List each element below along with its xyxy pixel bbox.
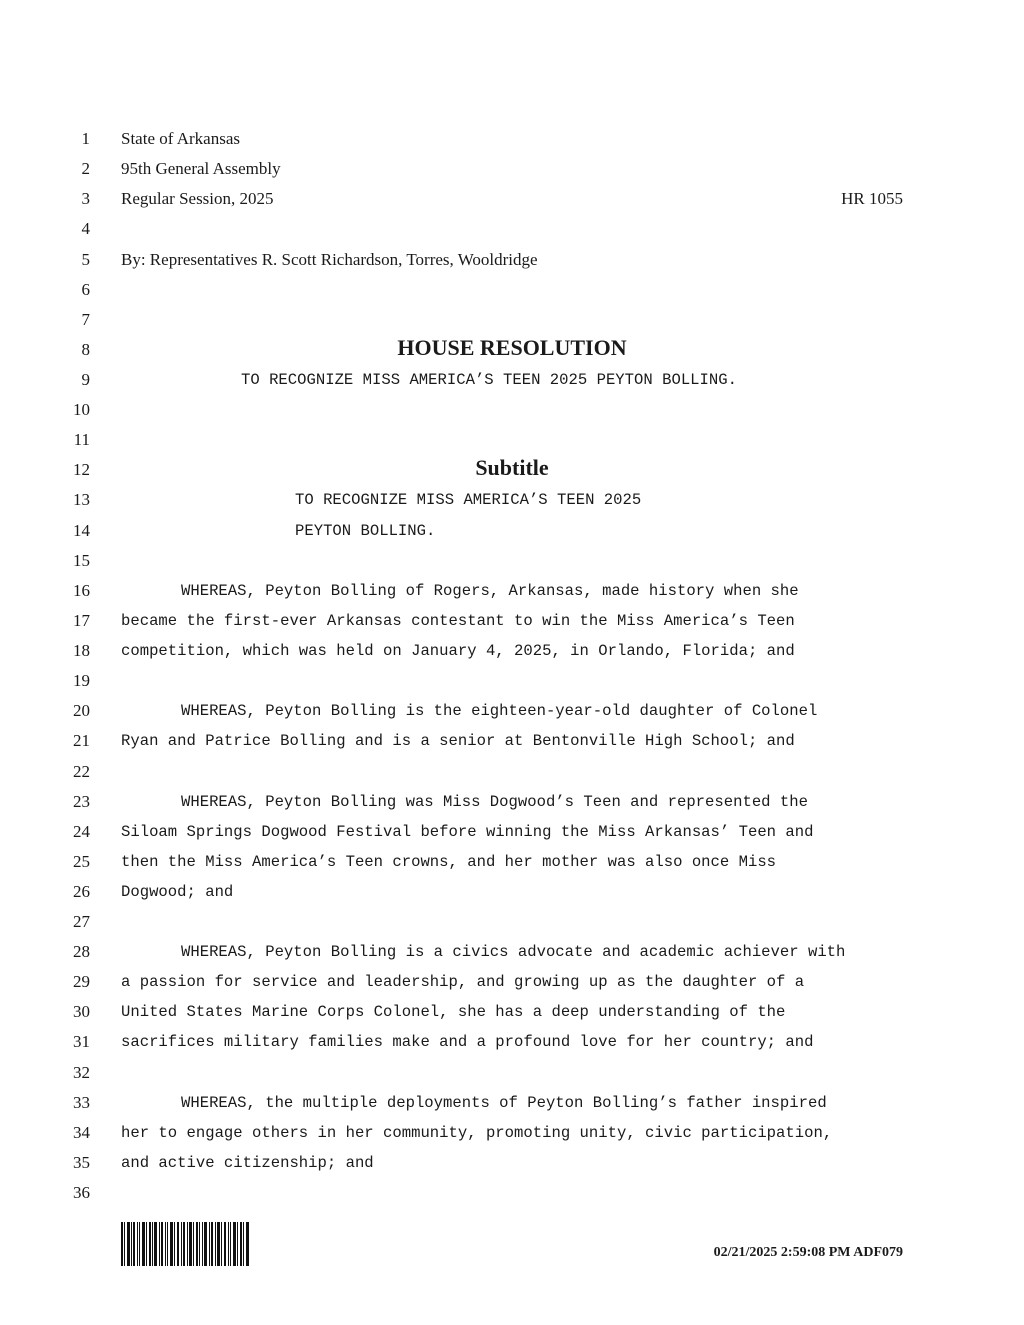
line-number: 33	[73, 1093, 90, 1112]
line-number: 32	[73, 1063, 90, 1082]
line-number: 9	[81, 370, 90, 389]
body-line: competition, which was held on January 4, 2025, in Orlando, Florida; and	[121, 642, 795, 660]
subtitle-line-1: TO RECOGNIZE MISS AMERICA’S TEEN 2025	[295, 491, 642, 509]
sponsors: By: Representatives R. Scott Richardson, Torres, Wooldridge	[121, 250, 538, 269]
line-number: 5	[81, 250, 90, 269]
line-number: 18	[73, 641, 90, 660]
line-number: 25	[73, 852, 90, 871]
line-number: 15	[73, 551, 90, 570]
line-number: 27	[73, 912, 90, 931]
line-number: 14	[73, 521, 90, 540]
line-number: 34	[73, 1123, 90, 1142]
line-number: 17	[73, 611, 90, 630]
body-line: then the Miss America’s Teen crowns, and her mother was also once Miss	[121, 853, 777, 871]
line-number: 36	[73, 1183, 90, 1202]
body-line: Ryan and Patrice Bolling and is a senior at Bentonville High School; and	[121, 732, 795, 750]
timestamp-stamp: 02/21/2025 2:59:08 PM ADF079	[713, 1245, 903, 1260]
line-number: 28	[73, 942, 90, 961]
body-line: became the first-ever Arkansas contestant to win the Miss America’s Teen	[121, 612, 795, 630]
resolution-heading: HOUSE RESOLUTION	[397, 335, 627, 360]
body-line: her to engage others in her community, promoting unity, civic participation,	[121, 1124, 833, 1142]
line-number: 4	[81, 219, 90, 238]
subtitle-heading: Subtitle	[475, 455, 549, 480]
line-number: 22	[73, 762, 90, 781]
line-number: 12	[73, 460, 90, 479]
line-number: 2	[81, 159, 90, 178]
body-line: WHEREAS, Peyton Bolling is a civics advocate and academic achiever with	[181, 943, 846, 961]
assembly-name: 95th General Assembly	[121, 159, 281, 178]
line-number: 24	[73, 822, 90, 841]
line-number: 11	[73, 430, 90, 449]
line-number: 23	[73, 792, 90, 811]
line-number: 3	[81, 189, 90, 208]
line-number: 19	[73, 671, 90, 690]
line-number: 20	[73, 701, 90, 720]
line-number: 30	[73, 1002, 90, 1021]
line-number: 1	[81, 129, 90, 148]
line-number: 6	[81, 280, 90, 299]
bill-number: HR 1055	[841, 189, 903, 208]
session-name: Regular Session, 2025	[121, 189, 274, 208]
barcode-icon	[121, 1222, 249, 1266]
subtitle-line-2: PEYTON BOLLING.	[295, 522, 436, 540]
body-line: a passion for service and leadership, and growing up as the daughter of a	[121, 973, 805, 991]
line-number: 31	[73, 1032, 90, 1051]
body-line: and active citizenship; and	[121, 1154, 374, 1172]
body-line: WHEREAS, the multiple deployments of Peyton Bolling’s father inspired	[181, 1094, 827, 1112]
line-number: 7	[81, 310, 90, 329]
line-number: 16	[73, 581, 90, 600]
line-number: 35	[73, 1153, 90, 1172]
body-line: sacrifices military families make and a profound love for her country; and	[121, 1033, 814, 1051]
line-number: 8	[81, 340, 90, 359]
body-line: United States Marine Corps Colonel, she has a deep understanding of the	[121, 1003, 786, 1021]
state-name: State of Arkansas	[121, 129, 240, 148]
body-line: WHEREAS, Peyton Bolling of Rogers, Arkansas, made history when she	[181, 582, 799, 600]
line-number: 13	[73, 490, 90, 509]
body-line: WHEREAS, Peyton Bolling was Miss Dogwood’s Teen and represented the	[181, 793, 808, 811]
line-number: 29	[73, 972, 90, 991]
line-number: 10	[73, 400, 90, 419]
body-line: WHEREAS, Peyton Bolling is the eighteen-year-old daughter of Colonel	[181, 702, 818, 720]
line-number: 21	[73, 731, 90, 750]
body-line: Dogwood; and	[121, 883, 234, 901]
line-number: 26	[73, 882, 90, 901]
body-line: Siloam Springs Dogwood Festival before winning the Miss Arkansas’ Teen and	[121, 823, 814, 841]
resolution-title: TO RECOGNIZE MISS AMERICA’S TEEN 2025 PEYTON BOLLING.	[241, 371, 737, 389]
